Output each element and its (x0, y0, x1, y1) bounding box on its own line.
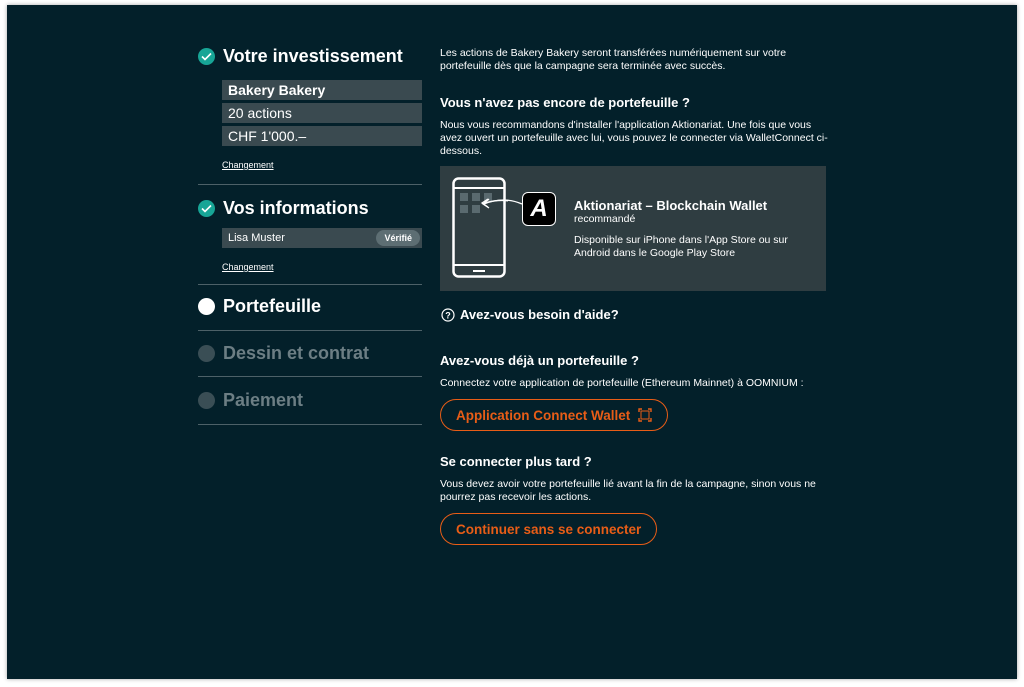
later-heading: Se connecter plus tard ? (440, 454, 592, 469)
later-text: Vous devez avoir votre portefeuille lié avant la fin de la campagne, sinon vous ne pourrez pas recevoir les actions. (440, 478, 816, 503)
aktionariat-logo-icon: A (522, 192, 556, 226)
step-wallet (198, 285, 422, 331)
phone-icon (452, 177, 508, 279)
check-circle-icon (198, 200, 215, 217)
user-name-field (222, 228, 422, 248)
card-title: Aktionariat – Blockchain Wallet (574, 198, 768, 213)
svg-text:?: ? (445, 309, 451, 320)
qr-scan-icon (638, 408, 652, 422)
step-payment (198, 377, 422, 425)
shares-count-field: 20 actions (222, 103, 422, 123)
help-link[interactable] (441, 307, 835, 322)
arrow-icon (480, 194, 524, 214)
connect-wallet-label: Application Connect Wallet (456, 407, 631, 423)
amount-field: CHF 1'000.– (222, 126, 422, 146)
stepper (198, 41, 422, 425)
step-title: Vos informations (223, 197, 369, 218)
project-name-field: Bakery Bakery (222, 80, 422, 100)
verified-badge: Vérifié (376, 230, 420, 246)
have-wallet-heading: Avez-vous déjà un portefeuille ? (440, 353, 639, 368)
step-title: Portefeuille (223, 295, 322, 316)
pending-step-circle-icon (198, 392, 215, 409)
intro-text: Les actions de Bakery Bakery seront transférées numériquement sur votre portefeuille dès que la campagne sera terminée avec succès. (440, 47, 787, 72)
step-title: Votre investissement (223, 45, 403, 66)
change-investment-link[interactable]: Changement (222, 160, 274, 170)
step-contract (198, 331, 422, 377)
card-subtitle: recommandé (574, 213, 636, 225)
no-wallet-text: Nous vous recommandons d'installer l'application Aktionariat. Une fois que vous avez ouvert un portefeuille avec lui, vous pouvez le connecter via WalletConnect ci-dessous. (440, 119, 828, 157)
app-frame (7, 5, 1017, 679)
pending-step-circle-icon (198, 345, 215, 362)
change-information-link[interactable]: Changement (222, 262, 274, 272)
wallet-app-card[interactable] (440, 166, 826, 291)
no-wallet-heading: Vous n'avez pas encore de portefeuille ? (440, 95, 690, 110)
step-title: Dessin et contrat (223, 342, 370, 363)
continue-label: Continuer sans se connecter (456, 521, 642, 537)
step-title: Paiement (223, 389, 304, 410)
continue-without-connecting-button[interactable] (440, 513, 657, 545)
connect-wallet-button[interactable] (440, 399, 668, 431)
have-wallet-text: Connectez votre application de portefeuille (Ethereum Mainnet) à OOMNIUM : (440, 377, 804, 389)
user-name: Lisa Muster (228, 232, 285, 244)
check-circle-icon (198, 48, 215, 65)
step-investment (198, 41, 422, 185)
card-description: Disponible sur iPhone dans l'App Store ou sur Android dans le Google Play Store (574, 234, 788, 259)
help-label: Avez-vous besoin d'aide? (460, 307, 619, 322)
wallet-content (440, 47, 835, 545)
current-step-circle-icon (198, 298, 215, 315)
step-information (198, 185, 422, 285)
question-circle-icon (441, 308, 455, 322)
